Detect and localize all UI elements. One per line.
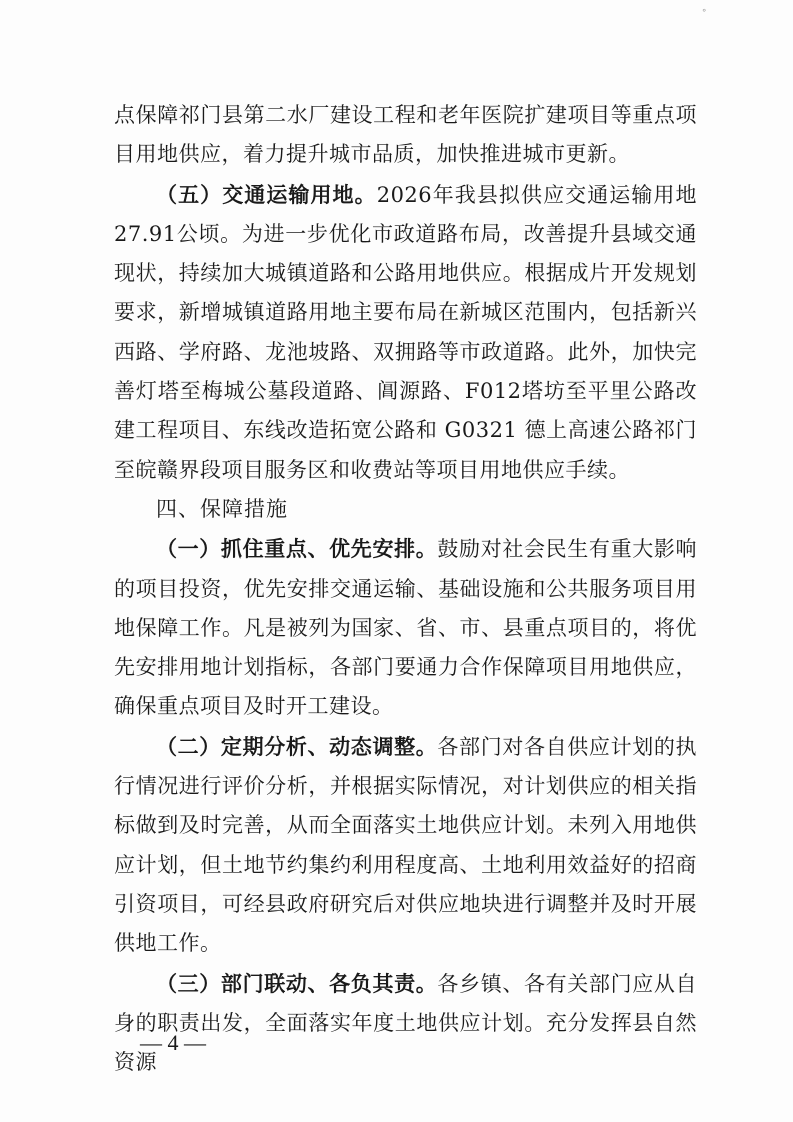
paragraph-text: 2026年我县拟供应交通运输用地 27.91公顷。为进一步优化市政道路布局，改善提升县域交通现状，持续加大城镇道路和公路用地供应。根据成片开发规划要求，新增城镇道路用地主要布局在新城区范围内，包括新兴西路、学府路、龙池坡路、双拥路等市政道路。此外，加快完善灯塔至梅城公墓段道路、阊源路、F012塔坊至平里公路改建工程项目、东线改造拓宽公路和 G0321 德上高速公路祁门至皖赣界段项目服务区和收费站等项目用地供应手续。 [114, 182, 697, 482]
paragraph-urban-land-continued [114, 96, 697, 175]
section-heading: 四、保障措施 [156, 496, 288, 521]
measure-dynamic-adjustment [114, 727, 697, 964]
measure-text: 各乡镇、各有关部门应从自身的职责出发，全面落实年度土地供应计划。充分发挥县自然资源 [114, 971, 698, 1075]
measure-lead: （一）抓住重点、优先安排。 [156, 536, 438, 562]
measure-text: 各部门对各自供应计划的执行情况进行评价分析，并根据实际情况，对计划供应的相关指标做到及时完善，从而全面落实土地供应计划。未列入用地供应计划，但土地节约集约利用程度高、土地利用效益好的招商引资项目，可经县政府研究后对供应地块进行调整并及时开展供地工作。 [114, 734, 698, 956]
scan-mark: ∘ [701, 6, 707, 16]
paragraph-transport-land [114, 175, 697, 490]
paragraph-text: 点保障祁门县第二水厂建设工程和老年医院扩建项目等重点项目用地供应，着力提升城市品质，加快推进城市更新。 [114, 103, 697, 167]
measure-lead: （三）部门联动、各负其责。 [156, 970, 438, 996]
document-body [114, 96, 697, 1082]
measure-department-linkage [114, 964, 697, 1083]
page-number: — 4 — [140, 1030, 206, 1055]
paragraph-lead: （五）交通运输用地。 [156, 181, 377, 207]
measure-priority [114, 529, 697, 726]
measure-text: 鼓励对社会民生有重大影响的项目投资，优先安排交通运输、基础设施和公共服务项目用地保障工作。凡是被列为国家、省、市、县重点项目的，将优先安排用地计划指标，各部门要通力合作保障项目用地供应，确保重点项目及时开工建设。 [114, 537, 698, 719]
measure-lead: （二）定期分析、动态调整。 [156, 733, 438, 759]
